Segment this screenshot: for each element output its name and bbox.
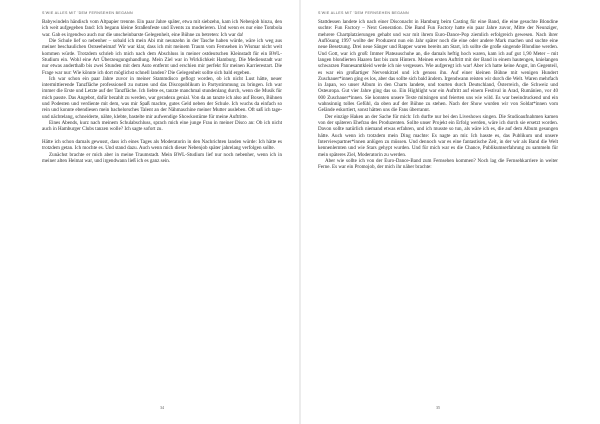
running-header: S'WIE ALLES MIT 'DEM FERNSEHEN BEGANN xyxy=(42,11,133,15)
page-number: 34 xyxy=(160,405,164,410)
running-header: S'WIE ALLES MIT 'DEM FERNSEHEN BEGANN xyxy=(318,11,409,15)
paragraph: Babywindeln händisch vom Altpapier trennte. Ein paar Jahre später, etwa mit siebzehn, kam ich Nebenjob hinzu, den ich weit aufgegeben fand: Ich begann kleine Straßenfeste und Events zu moderieren. Und wenn es nur eine Tombola war. Gab es irgendwo auch nur die unscheinbarste Gelegenheit, eine Bühne zu betreten: Ich war da! xyxy=(42,19,282,38)
paragraph: Stattdessen landete ich nach einer Disconacht in Hamburg beim Casting für eine Band, die eine gesuchte Blondine suchte: Fun Factory – Next Generation. Die Band Fun Factory hatte ein paar Jahre zuvor, Mitte der Neunziger, mehrere Chartplatzierungen gehabt und war mit ihrem Euro-Dance-Pop ziemlich erfolgreich gewesen. Nach ihrer Auflösung 1997 wollte der Produzent nun ein Jahr später noch die eine oder andere Mark machen und suchte eine neue Besetzung. Drei neue Sänger und Rapper waren bereits am Start, ich sollte die große singende Blondine werden. Und Gott, war ich groß: Immer Plateauschuhe an, die damals heftig hoch waren, kam ich auf gut 1,90 Meter – mit langen blondierten Haaren fast bis zum Hintern. Meinen ersten Auftritt mit der Band in einem hautengen, knielangen schwarzen Pannesamtkleid werde ich nie vergessen. Wie aufgeregt ich war! Aber ich hatte keine Angst, im Gegenteil, es war ein großartiger Nervenkitzel und ich genoss ihn. Auf einer kleinen Bühne mit wenigen Hundert Zuschauer*innen ging es los, aber das sollte sich bald ändern. Irgendwann reisten wir durch die Welt. Waren mehrfach in Japan, wo unser Album in den Charts landete, und tourten durch Deutschland, Österreich, die Schweiz und Osteuropa. Gut vier Jahre ging das so. Ein Highlight war ein Auftritt auf einem Festival in Arad, Rumänien, vor 40 000 Zuschauer*innen. Sie konnten unsere Texte mitsingen und feierten uns wie wild. Es war beeindruckend und ein wahnsinnig tolles Gefühl, da oben auf der Bühne zu stehen. Nach der Show wurden wir von Soldat*innen vom Gelände eskortiert, sonst hätten uns die Fans überrannt. xyxy=(318,19,558,114)
paragraph: Die Schule lief so nebenher – sobald ich mein Abi mit neunzehn in der Tasche haben würde, wäre ich weg aus meiner beschaulichen Ostseeheimat! Wir war klar, dass ich mit meinem Traum vom Fernsehen in Wismar nicht weit kommen würde. Trotzdem schrieb ich mich nach dem Abschluss in meiner ostdeutschen Kleinstadt für ein BWL-Studium ein. Wohl eine Art Überzeugungshandlung. Mein Ziel war in Wirklichkeit Hamburg. Die Medienstadt war nur etwas anderthalb bis zwei Stunden mit dem Auto entfernt und erschien mir perfekt für meinen Karrierestart. Die Frage war nur: Wie könnte ich dort möglichst schnell landen? Die Gelegenheit sollte sich bald ergeben. xyxy=(42,37,282,76)
paragraph: Eines Abends, kurz nach meinem Schulabschluss, sprach mich eine junge Frau in meiner Disco an: Ob ich nicht auch in Hamburger Clubs tanzen wolle? Ich sagte sofort zu. xyxy=(42,120,282,133)
paragraph: Der einzige Haken an der Sache für mich: Ich durfte nur bei den Liveshows singen. Die Studioaufnahmen kamen von der späteren Ehefrau des Produzenten. Sollte unser Projekt ein Erfolg werden, wäre ich durch sie ersetzt worden. Davon sollte natürlich niemand etwas erfahren, und ich musste so tun, als wäre ich es, die auf dem Album gesungen hätte. Auch wenn ich trotzdem mein Ding machte: Es nagte an mir. Ich hasste es, das Publikum und unsere Interviewpartner*innen anlügen zu müssen. Und dennoch war es eine fantastische Zeit, in der wir als Band die Welt kennenlernten und wie Stars gehypt wurden. Und für mich war es die Chance, Publikumserfahrung zu sammeln für mein späteres Ziel, Moderatorin zu werden. xyxy=(318,113,558,158)
paragraph: Ich war schon ein paar Jahre zuvor in meiner Stammdisco geflogt worden, ob ich nicht Lust hätte, neuer intermittierende Tanzfläche professionell zu nutzen und das Discopublikum in Partystimmung zu bringen. Ich war immer die Erste und Letzte auf der Tanzfläche. Ich liebte es, tanzte manchmal stundenlang durch, wenn die Musik für mich passte. Das Angebot, dafür bezahlt zu werden, war geradezu genial. Von da an tanzte ich also auf Boxen, Bühnen und Podesten und verdiente mit dem, was mir Spaß machte, gutes Geld neben der Schule. Ich wuchs da einfach so rein und konnte ebendiesen mein bachelorsches Talent an der Nähmaschine meiner Mutter ausleben. Oft saß ich tage- und nächtelang, schneiderte, nähte, klebte, bastelte mir aufwendige Showkostüme für meine Auftritte. xyxy=(42,75,282,120)
paragraph: Hätte ich schon damals gewusst, dass ich eines Tages als Moderatorin in den Nachrichten landen würde: Ich hätte es trotzdem getan. Ich mochte es. Und stand dazu. Auch wenn mich dieser Nebenjob später jahrelang verfolgen sollte. xyxy=(42,138,282,152)
body-text xyxy=(318,19,558,171)
paragraph: Zunächst brachte er mich aber in meine Traumstadt. Mein BWL-Studium lief nur noch nebenher, wenn ich in meiner alten Heimat war, und irgendwann ließ ich es ganz sein. xyxy=(42,151,282,164)
paragraph: Aber wie sollte ich von der Euro-Dance-Band zum Fernsehen kommen? Noch lag die Fernsehkarriere in weiter Ferne. Es war ein Promojob, der mich ihr näher brachte: xyxy=(318,157,558,171)
right-page xyxy=(300,0,600,424)
page-number: 35 xyxy=(436,405,440,410)
body-text xyxy=(42,19,282,164)
